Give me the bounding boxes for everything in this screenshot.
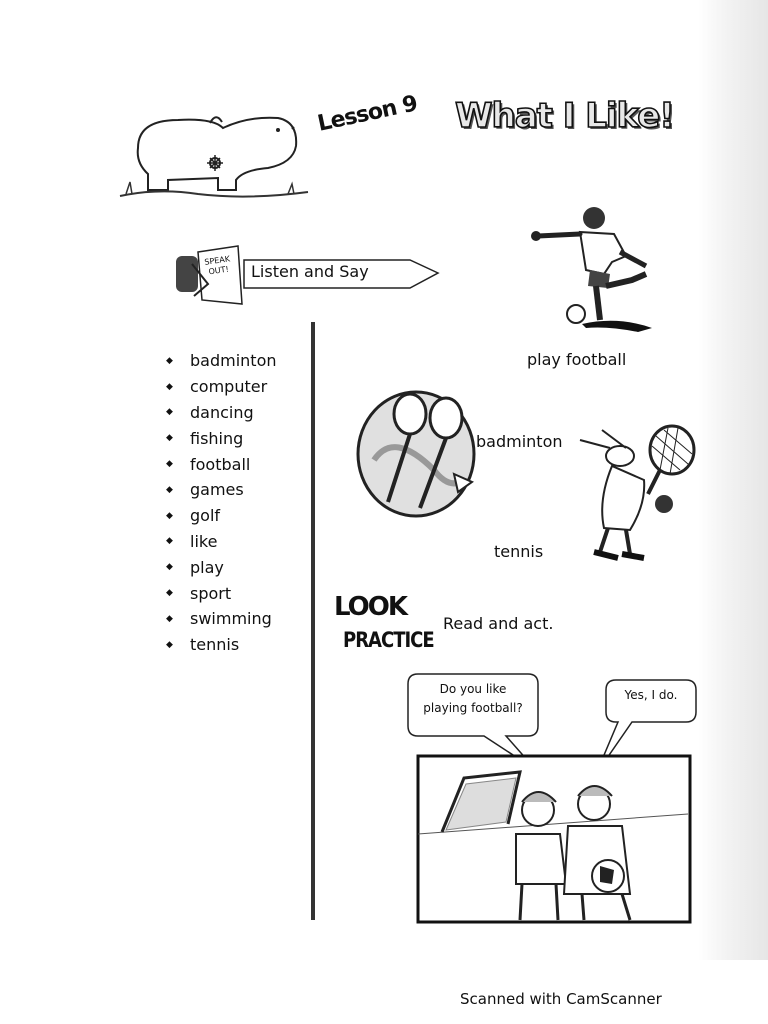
vocabulary-list	[166, 348, 277, 658]
scanner-footer: Scanned with CamScanner	[460, 990, 662, 1008]
bullet-icon: ◆	[166, 381, 173, 392]
bullet-icon: ◆	[166, 536, 173, 547]
list-item: ◆ play	[166, 557, 224, 577]
list-item: ◆ swimming	[166, 609, 272, 629]
list-item: ◆ computer	[166, 377, 268, 397]
list-item: ◆ badminton	[166, 351, 277, 371]
play-football-caption: play football	[527, 350, 627, 369]
question-bubble: Do you like playing football?	[423, 682, 523, 715]
scan-edge-shadow	[698, 0, 768, 960]
lesson-number: Lesson 9	[315, 91, 420, 137]
list-item: ◆ fishing	[166, 428, 244, 448]
look-logo: LOOK	[334, 592, 406, 622]
bullet-icon: ◆	[166, 510, 173, 521]
tennis-goat-illustration	[568, 420, 698, 566]
badminton-caption: badminton	[476, 432, 563, 451]
practice-label: PRACTICE	[343, 627, 434, 654]
bullet-icon: ◆	[166, 562, 173, 573]
boys-with-football-illustration	[416, 754, 692, 924]
bullet-icon: ◆	[166, 484, 173, 495]
football-player-illustration	[528, 204, 658, 336]
bullet-icon: ◆	[166, 433, 173, 444]
list-item: ◆ football	[166, 454, 251, 474]
list-item: ◆ like	[166, 531, 218, 551]
hippo-illustration	[118, 108, 318, 203]
column-divider	[311, 322, 315, 920]
list-item: ◆ dancing	[166, 402, 254, 422]
read-and-act-instruction: Read and act.	[443, 614, 554, 633]
list-item: ◆ games	[166, 480, 244, 500]
tennis-caption: tennis	[494, 542, 544, 561]
lesson-title: What I Like!	[455, 96, 674, 136]
bullet-icon: ◆	[166, 613, 173, 624]
badminton-illustration	[354, 390, 478, 520]
list-item: ◆ tennis	[166, 635, 240, 655]
bullet-icon: ◆	[166, 459, 173, 470]
list-item: ◆ sport	[166, 583, 232, 603]
bullet-icon: ◆	[166, 355, 173, 366]
bullet-icon: ◆	[166, 588, 173, 599]
bullet-icon: ◆	[166, 407, 173, 418]
answer-bubble: Yes, I do.	[624, 688, 678, 702]
listen-and-say-label: Listen and Say	[251, 262, 369, 281]
speak-out-badge: SPEAK OUT!	[203, 254, 231, 277]
bullet-icon: ◆	[166, 639, 173, 650]
list-item: ◆ golf	[166, 506, 221, 526]
